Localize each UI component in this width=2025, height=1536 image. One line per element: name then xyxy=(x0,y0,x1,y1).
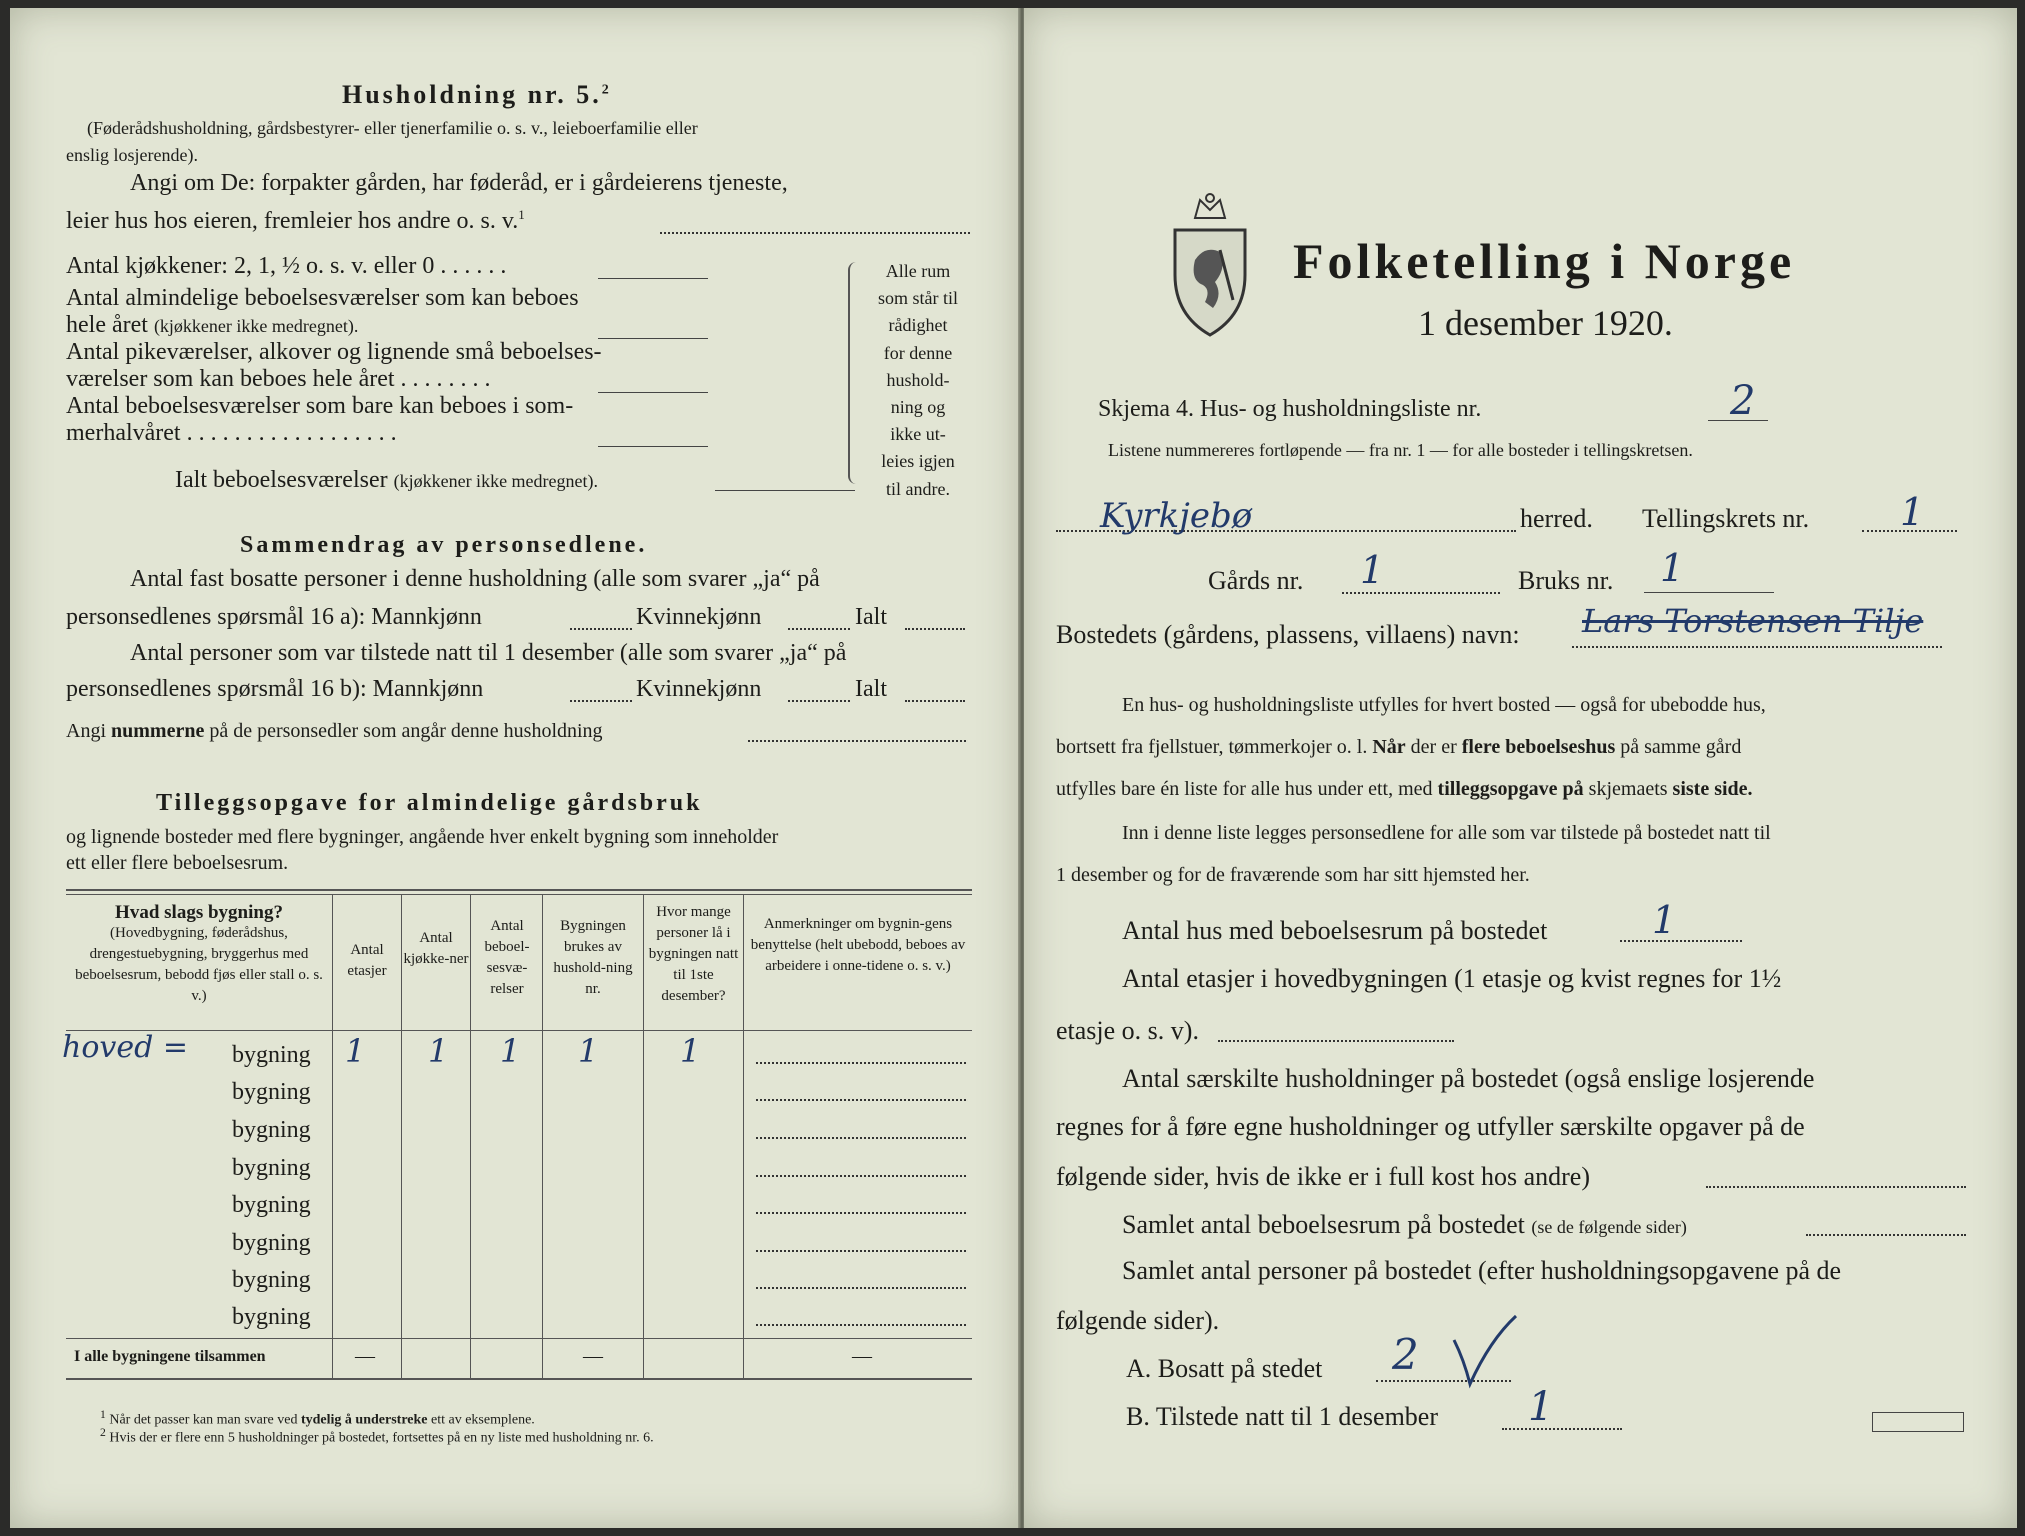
para1-line3: utfylles bare én liste for alle hus under ett, med tilleggsopgave på skjemaets siste side. xyxy=(1056,778,1753,800)
header-kitchens: Antal kjøkke-ner xyxy=(403,930,469,967)
tilstede-male-line xyxy=(570,700,632,702)
header-remarks: Anmerkninger om bygnin-gens benyttelse (helt ubebodd, beboes av arbeidere i onne-tidene o. s. v.) xyxy=(750,916,966,974)
header-persons: Hvor mange personer lå i bygningen natt til 1ste desember? xyxy=(648,904,739,1004)
footnote-1: $^1$ Når det passer kan man svare ved tydelig å understreke ett av eksemplene. xyxy=(100,1408,535,1428)
fast-male-line xyxy=(570,628,632,630)
table-row-label: bygning xyxy=(232,1304,311,1330)
angi-nummer: Angi nummerne på de personsedler som angår denne husholdning xyxy=(66,720,603,742)
table-row-label: bygning xyxy=(232,1155,311,1181)
tilstede-female-label: Kvinnekjønn xyxy=(636,676,762,702)
footnote-2: $^2$ Hvis der er flere enn 5 husholdninger på bostedet, fortsettes på en ny liste med husholdning nr. 6. xyxy=(100,1426,654,1446)
antal-hus-label: Antal hus med beboelsesrum på bostedet xyxy=(1122,916,1548,945)
sarskilte-line3: følgende sider, hvis de ikke er i full kost hos andre) xyxy=(1056,1162,1590,1191)
bosted-label: Bostedets (gårdens, plassens, villaens) navn: xyxy=(1056,620,1520,649)
main-title: Folketelling i Norge xyxy=(1293,233,1796,289)
tillegg-sub-2: ett eller flere beboelsesrum. xyxy=(66,852,289,874)
header-floors: Antal etasjer xyxy=(347,942,387,979)
summary-title: Sammendrag av personsedlene. xyxy=(240,532,648,558)
bosted-value: Lars Torstensen Tilje xyxy=(1582,602,1924,640)
angi-nummer-line xyxy=(748,740,966,742)
header-building-type: Hvad slags bygning? (Hovedbygning, føderådshus, drengestuebygning, bryggerhus med beboelsesrum, bebodd fjøs eller stall o. s. v.) xyxy=(75,902,323,1004)
total-floors: — xyxy=(355,1345,375,1367)
fast-total-line xyxy=(905,628,965,630)
para1-line2: bortsett fra fjellstuer, tømmerkojer o. l. Når der er flere beboelseshus på samme gård xyxy=(1056,736,1742,758)
tillegg-title: Tilleggsopgave for almindelige gårdsbruk xyxy=(156,790,703,816)
tilstede-female-line xyxy=(788,700,850,702)
gards-label: Gårds nr. xyxy=(1208,566,1304,595)
etasjer-line xyxy=(1218,1040,1454,1042)
bosted-line xyxy=(1572,646,1942,648)
intro-note: (Føderådshusholdning, gårdsbestyrer- eller tjenerfamilie o. s. v., leieboerfamilie eller xyxy=(87,118,698,138)
sarskilte-line xyxy=(1706,1186,1966,1188)
rooms-ordinary: Antal almindelige beboelsesværelser som kan beboes xyxy=(66,285,579,311)
samlet-rum-line xyxy=(1806,1234,1966,1236)
bracket xyxy=(848,262,862,484)
tilstede-total-label: Ialt xyxy=(855,676,887,702)
bracket-note: Alle rum som står til rådighet for denne hushold- ning og ikke ut- leies igjen til andre. xyxy=(878,261,958,499)
rooms-summer-2: merhalvåret . . . . . . . . . . . . . . . . . . xyxy=(66,420,397,446)
sarskilte-line1: Antal særskilte husholdninger på bostedet (også enslige losjerende xyxy=(1122,1064,1815,1093)
rooms-kitchens: Antal kjøkkener: 2, 1, ½ o. s. v. eller 0 . . . . . . xyxy=(66,253,507,279)
total-remarks: — xyxy=(852,1345,872,1367)
header-household-nr: Bygningen brukes av hushold-ning nr. xyxy=(553,918,633,997)
para2-line2: 1 desember og for de fraværende som har sitt hjemsted her. xyxy=(1056,864,1530,886)
row1-type: hoved = xyxy=(62,1030,188,1065)
samlet-rum-label: Samlet antal beboelsesrum på bostedet (se de følgende sider) xyxy=(1122,1210,1687,1239)
herred-label: herred. xyxy=(1520,504,1593,533)
left-page xyxy=(10,8,1020,1528)
intro-note-2: enslig losjerende). xyxy=(66,145,198,165)
table-row-label: bygning xyxy=(232,1079,311,1105)
table-row-label: bygning xyxy=(232,1192,311,1218)
tilstede-line xyxy=(1502,1428,1622,1430)
tilstede-label: B. Tilstede natt til 1 desember xyxy=(1126,1402,1438,1431)
para2-line1: Inn i denne liste legges personsedlene for alle som var tilstede på bostedet natt til xyxy=(1122,822,1771,844)
fast-total-label: Ialt xyxy=(855,604,887,630)
coat-of-arms-icon xyxy=(1165,190,1255,340)
rooms-maid: Antal pikeværelser, alkover og lignende små beboelses- xyxy=(66,339,602,365)
rooms-total-answer xyxy=(715,490,855,491)
total-household: — xyxy=(583,1345,603,1367)
samlet-pers-line2: følgende sider). xyxy=(1056,1306,1220,1335)
herred-value: Kyrkjebø xyxy=(1100,496,1253,536)
rooms-kitchens-answer xyxy=(598,278,708,279)
rooms-summer: Antal beboelsesværelser som bare kan beboes i som- xyxy=(66,393,574,419)
fast-female-label: Kvinnekjønn xyxy=(636,604,762,630)
fast-line-1: Antal fast bosatte personer i denne husholdning (alle som svarer „ja“ på xyxy=(130,566,820,592)
rooms-ordinary-2: hele året (kjøkkener ikke medregnet). xyxy=(66,312,359,338)
etasjer-line1: Antal etasjer i hovedbygningen (1 etasje og kvist regnes for 1½ xyxy=(1122,964,1782,993)
total-row-label: I alle bygningene tilsammen xyxy=(74,1348,266,1365)
angi-answer-line xyxy=(660,232,970,234)
row1-floors: 1 xyxy=(345,1032,366,1070)
sarskilte-line2: regnes for å føre egne husholdninger og utfyller særskilte opgaver på de xyxy=(1056,1112,1805,1141)
bruks-label: Bruks nr. xyxy=(1518,566,1614,595)
fast-line-2: personsedlenes spørsmål 16 a): Mannkjønn xyxy=(66,604,482,630)
rooms-total: Ialt beboelsesværelser (kjøkkener ikke medregnet). xyxy=(175,467,599,493)
gards-value: 1 xyxy=(1360,548,1385,592)
rooms-maid-answer xyxy=(598,392,708,393)
gards-line xyxy=(1342,592,1500,594)
row1-household: 1 xyxy=(578,1032,599,1070)
census-date: 1 desember 1920. xyxy=(1418,303,1673,343)
tilstede-total-line xyxy=(905,700,965,702)
household-title: Husholdning nr. 5.$^2$ xyxy=(342,80,612,109)
etasjer-line2: etasje o. s. v). xyxy=(1056,1016,1199,1045)
rooms-summer-answer xyxy=(598,446,708,447)
rooms-maid-2: værelser som kan beboes hele året . . . . . . . . xyxy=(66,366,491,392)
bosatt-value: 2 xyxy=(1392,1330,1419,1379)
para1-line1: En hus- og husholdningsliste utfylles for hvert bosted — også for ubebodde hus, xyxy=(1122,694,1766,716)
samlet-pers-line1: Samlet antal personer på bostedet (efter husholdningsopgavene på de xyxy=(1122,1256,1842,1285)
rooms-ordinary-answer xyxy=(598,338,708,339)
angi-line-1: Angi om De: forpakter gården, har føderåd, er i gårdeierens tjeneste, xyxy=(130,170,788,196)
table-row-label: bygning xyxy=(232,1230,311,1256)
tellingskrets-value: 1 xyxy=(1900,490,1925,534)
header-rooms: Antal beboel-sesvæ-relser xyxy=(484,918,530,997)
bruks-value: 1 xyxy=(1660,546,1685,590)
angi-line-2: leier hus hos eieren, fremleier hos andre o. s. v.$^1$ xyxy=(66,207,525,234)
bruks-line xyxy=(1644,592,1774,593)
skjema-line: Skjema 4. Hus- og husholdningsliste nr. xyxy=(1098,396,1482,422)
tellingskrets-label: Tellingskrets nr. xyxy=(1642,504,1810,533)
fast-female-line xyxy=(788,628,850,630)
table-row-label: bygning xyxy=(232,1267,311,1293)
tillegg-sub-1: og lignende bosteder med flere bygninger, angående hver enkelt bygning som inneholder xyxy=(66,826,779,848)
row1-persons: 1 xyxy=(680,1032,701,1070)
checkmark-icon xyxy=(1450,1310,1520,1390)
antal-hus-value: 1 xyxy=(1652,898,1677,942)
tilstede-line-1: Antal personer som var tilstede natt til 1 desember (alle som svarer „ja“ på xyxy=(130,640,847,666)
row1-kitchens: 1 xyxy=(428,1032,449,1070)
printer-stamp xyxy=(1872,1412,1964,1432)
bosatt-label: A. Bosatt på stedet xyxy=(1126,1354,1323,1383)
table-row-label: bygning xyxy=(232,1117,311,1143)
row1-rooms: 1 xyxy=(500,1032,521,1070)
tilstede-value: 1 xyxy=(1528,1384,1554,1430)
tilstede-line-2: personsedlenes spørsmål 16 b): Mannkjønn xyxy=(66,676,484,702)
table-row-label: bygning xyxy=(232,1042,311,1068)
antal-hus-line xyxy=(1620,940,1742,942)
skjema-number: 2 xyxy=(1730,378,1756,424)
listene-note: Listene nummereres fortløpende — fra nr. 1 — for alle bosteder i tellingskretsen. xyxy=(1108,440,1693,460)
